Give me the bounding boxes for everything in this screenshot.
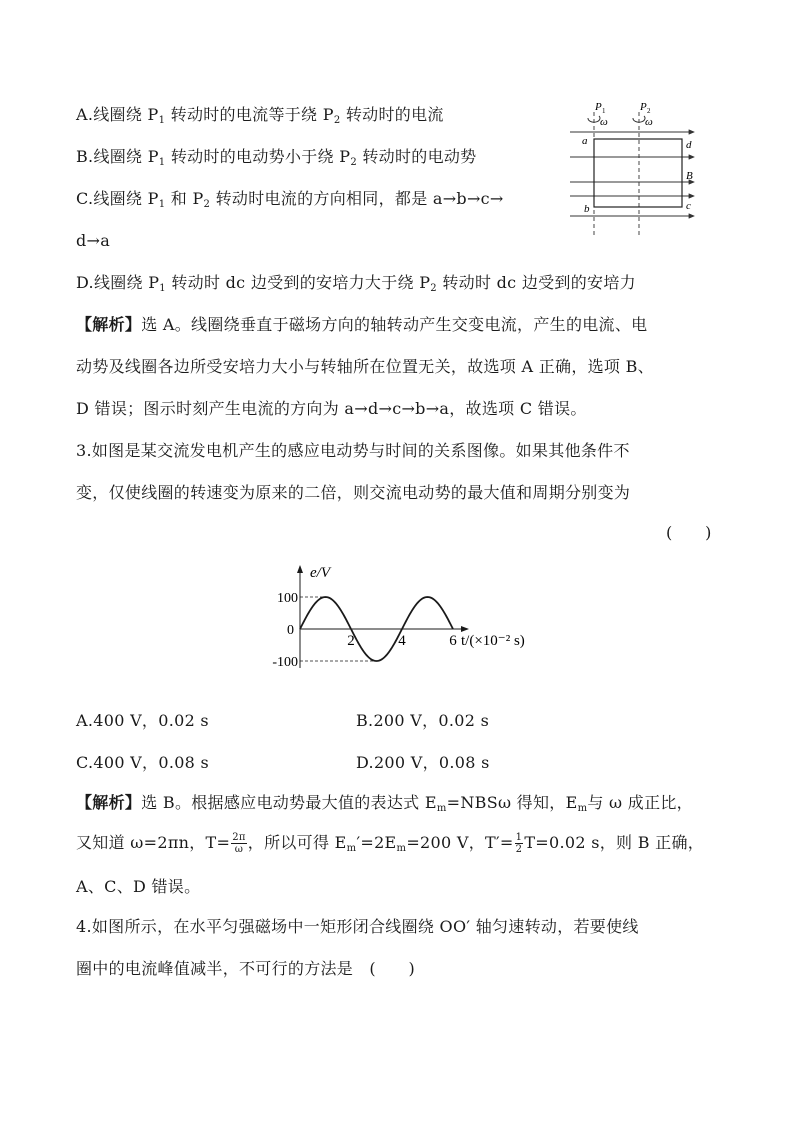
- subscript: 2: [350, 157, 357, 168]
- x-axis-label: t/(×10⁻² s): [461, 633, 525, 649]
- subscript: 2: [430, 283, 437, 294]
- q3-analysis-line3: A、C、D 错误。: [76, 877, 201, 896]
- subscript: 2: [333, 115, 341, 126]
- text: 转动时的电流等于绕 P: [165, 105, 334, 124]
- omega2-label: ω: [645, 116, 653, 128]
- fraction-2pi-over-omega: [231, 832, 247, 855]
- corner-a: a: [582, 135, 588, 147]
- text: B.线圈绕 P: [76, 147, 159, 166]
- y-tick-label: 0: [287, 623, 294, 638]
- q2-option-a: [76, 104, 444, 132]
- q3-option-d: D.200 V，0.08 s: [356, 753, 490, 772]
- fraction-one-half: [515, 832, 524, 855]
- text: ，所以可得 E: [247, 833, 347, 852]
- text: D.线圈绕 P: [76, 273, 160, 292]
- text: C.线圈绕 P: [76, 189, 159, 208]
- q2-analysis-line1: [76, 314, 647, 336]
- subscript: 1: [159, 283, 166, 294]
- q2-option-d: [76, 272, 636, 300]
- q4-stem-line2: 圈中的电流峰值减半，不可行的方法是 ( ): [76, 959, 416, 978]
- x-tick-label: 6: [449, 633, 457, 649]
- subscript: m: [436, 803, 447, 814]
- subscript: m: [396, 843, 407, 854]
- text: 转动时的电动势小于绕 P: [165, 147, 351, 166]
- q2-option-b: [76, 146, 476, 174]
- text: A.线圈绕 P: [76, 105, 159, 124]
- text: T=0.02 s，则 B 正确，: [524, 833, 705, 852]
- x-tick-label: 2: [347, 633, 355, 649]
- denominator: ω: [234, 844, 244, 855]
- analysis-tag: 【解析】: [76, 793, 142, 812]
- coil-rectangle: [594, 139, 682, 207]
- q3-analysis-line2: [76, 830, 704, 862]
- text: 和 P: [165, 189, 204, 208]
- p1-sub: 1: [602, 107, 606, 115]
- y-tick-label: 100: [277, 591, 298, 606]
- text: 转动时 dc 边受到的安培力: [436, 273, 636, 292]
- q3-analysis-line1: [76, 792, 693, 820]
- emf-time-chart: [250, 560, 550, 680]
- q3-stem-line2: 变，仅使线圈的转速变为原来的二倍，则交流电动势的最大值和周期分别变为: [76, 483, 631, 502]
- subscript: m: [346, 843, 357, 854]
- subscript: m: [577, 803, 588, 814]
- subscript: 1: [158, 157, 166, 168]
- coil-diagram: [566, 96, 706, 238]
- text: 选 B。根据感应电动势最大值的表达式 E: [141, 793, 437, 812]
- x-tick-label: 4: [398, 633, 406, 649]
- text: 转动时的电动势: [356, 147, 477, 166]
- text: =200 V，T′=: [406, 833, 514, 852]
- q2-option-c-cont: d→a: [76, 231, 111, 250]
- q2-analysis-line2: 动势及线圈各边所受安培力大小与转轴所在位置无关，故选项 A 正确，选项 B、: [76, 357, 654, 376]
- numerator: 2π: [232, 832, 246, 843]
- p2-label: P: [640, 101, 647, 113]
- q3-answer-paren: ( ): [666, 523, 712, 542]
- q2-option-c: [76, 188, 504, 216]
- p2-sub: 2: [647, 107, 651, 115]
- text: 与 ω 成正比，: [587, 793, 693, 812]
- q3-stem-line1: 3.如图是某交流发电机产生的感应电动势与时间的关系图像。如果其他条件不: [76, 441, 630, 460]
- text: ′=2E: [356, 833, 397, 852]
- q4-stem-line1: 4.如图所示，在水平匀强磁场中一矩形闭合线圈绕 OO′ 轴匀速转动，若要使线: [76, 917, 639, 936]
- omega1-label: ω: [600, 116, 608, 128]
- y-axis-label: e/V: [310, 565, 330, 581]
- field-b-label: B: [686, 170, 693, 182]
- text: 又知道 ω=2πn，T=: [76, 833, 231, 852]
- denominator: 2: [515, 844, 523, 855]
- corner-d: d: [686, 139, 692, 151]
- corner-b: b: [584, 203, 590, 215]
- subscript: 1: [158, 115, 166, 126]
- q3-option-c: C.400 V，0.08 s: [76, 753, 210, 772]
- text: 转动时的电流: [340, 105, 444, 124]
- subscript: 1: [158, 199, 166, 210]
- text: 选 A。线圈绕垂直于磁场方向的轴转动产生交变电流，产生的电流、电: [141, 315, 648, 334]
- numerator: 1: [515, 832, 523, 843]
- corner-c: c: [686, 200, 691, 212]
- subscript: 2: [203, 199, 211, 210]
- y-tick-label: -100: [272, 655, 298, 670]
- text: 转动时电流的方向相同，都是 a→b→c→: [210, 189, 504, 208]
- q3-option-b: B.200 V，0.02 s: [356, 711, 490, 730]
- text: 转动时 dc 边受到的安培力大于绕 P: [165, 273, 431, 292]
- text: =NBSω 得知，E: [446, 793, 578, 812]
- p1-label: P: [595, 101, 602, 113]
- q3-option-a: A.400 V，0.02 s: [76, 711, 209, 730]
- q2-analysis-line3: D 错误；图示时刻产生电流的方向为 a→d→c→b→a，故选项 C 错误。: [76, 399, 587, 418]
- analysis-tag: 【解析】: [76, 315, 142, 334]
